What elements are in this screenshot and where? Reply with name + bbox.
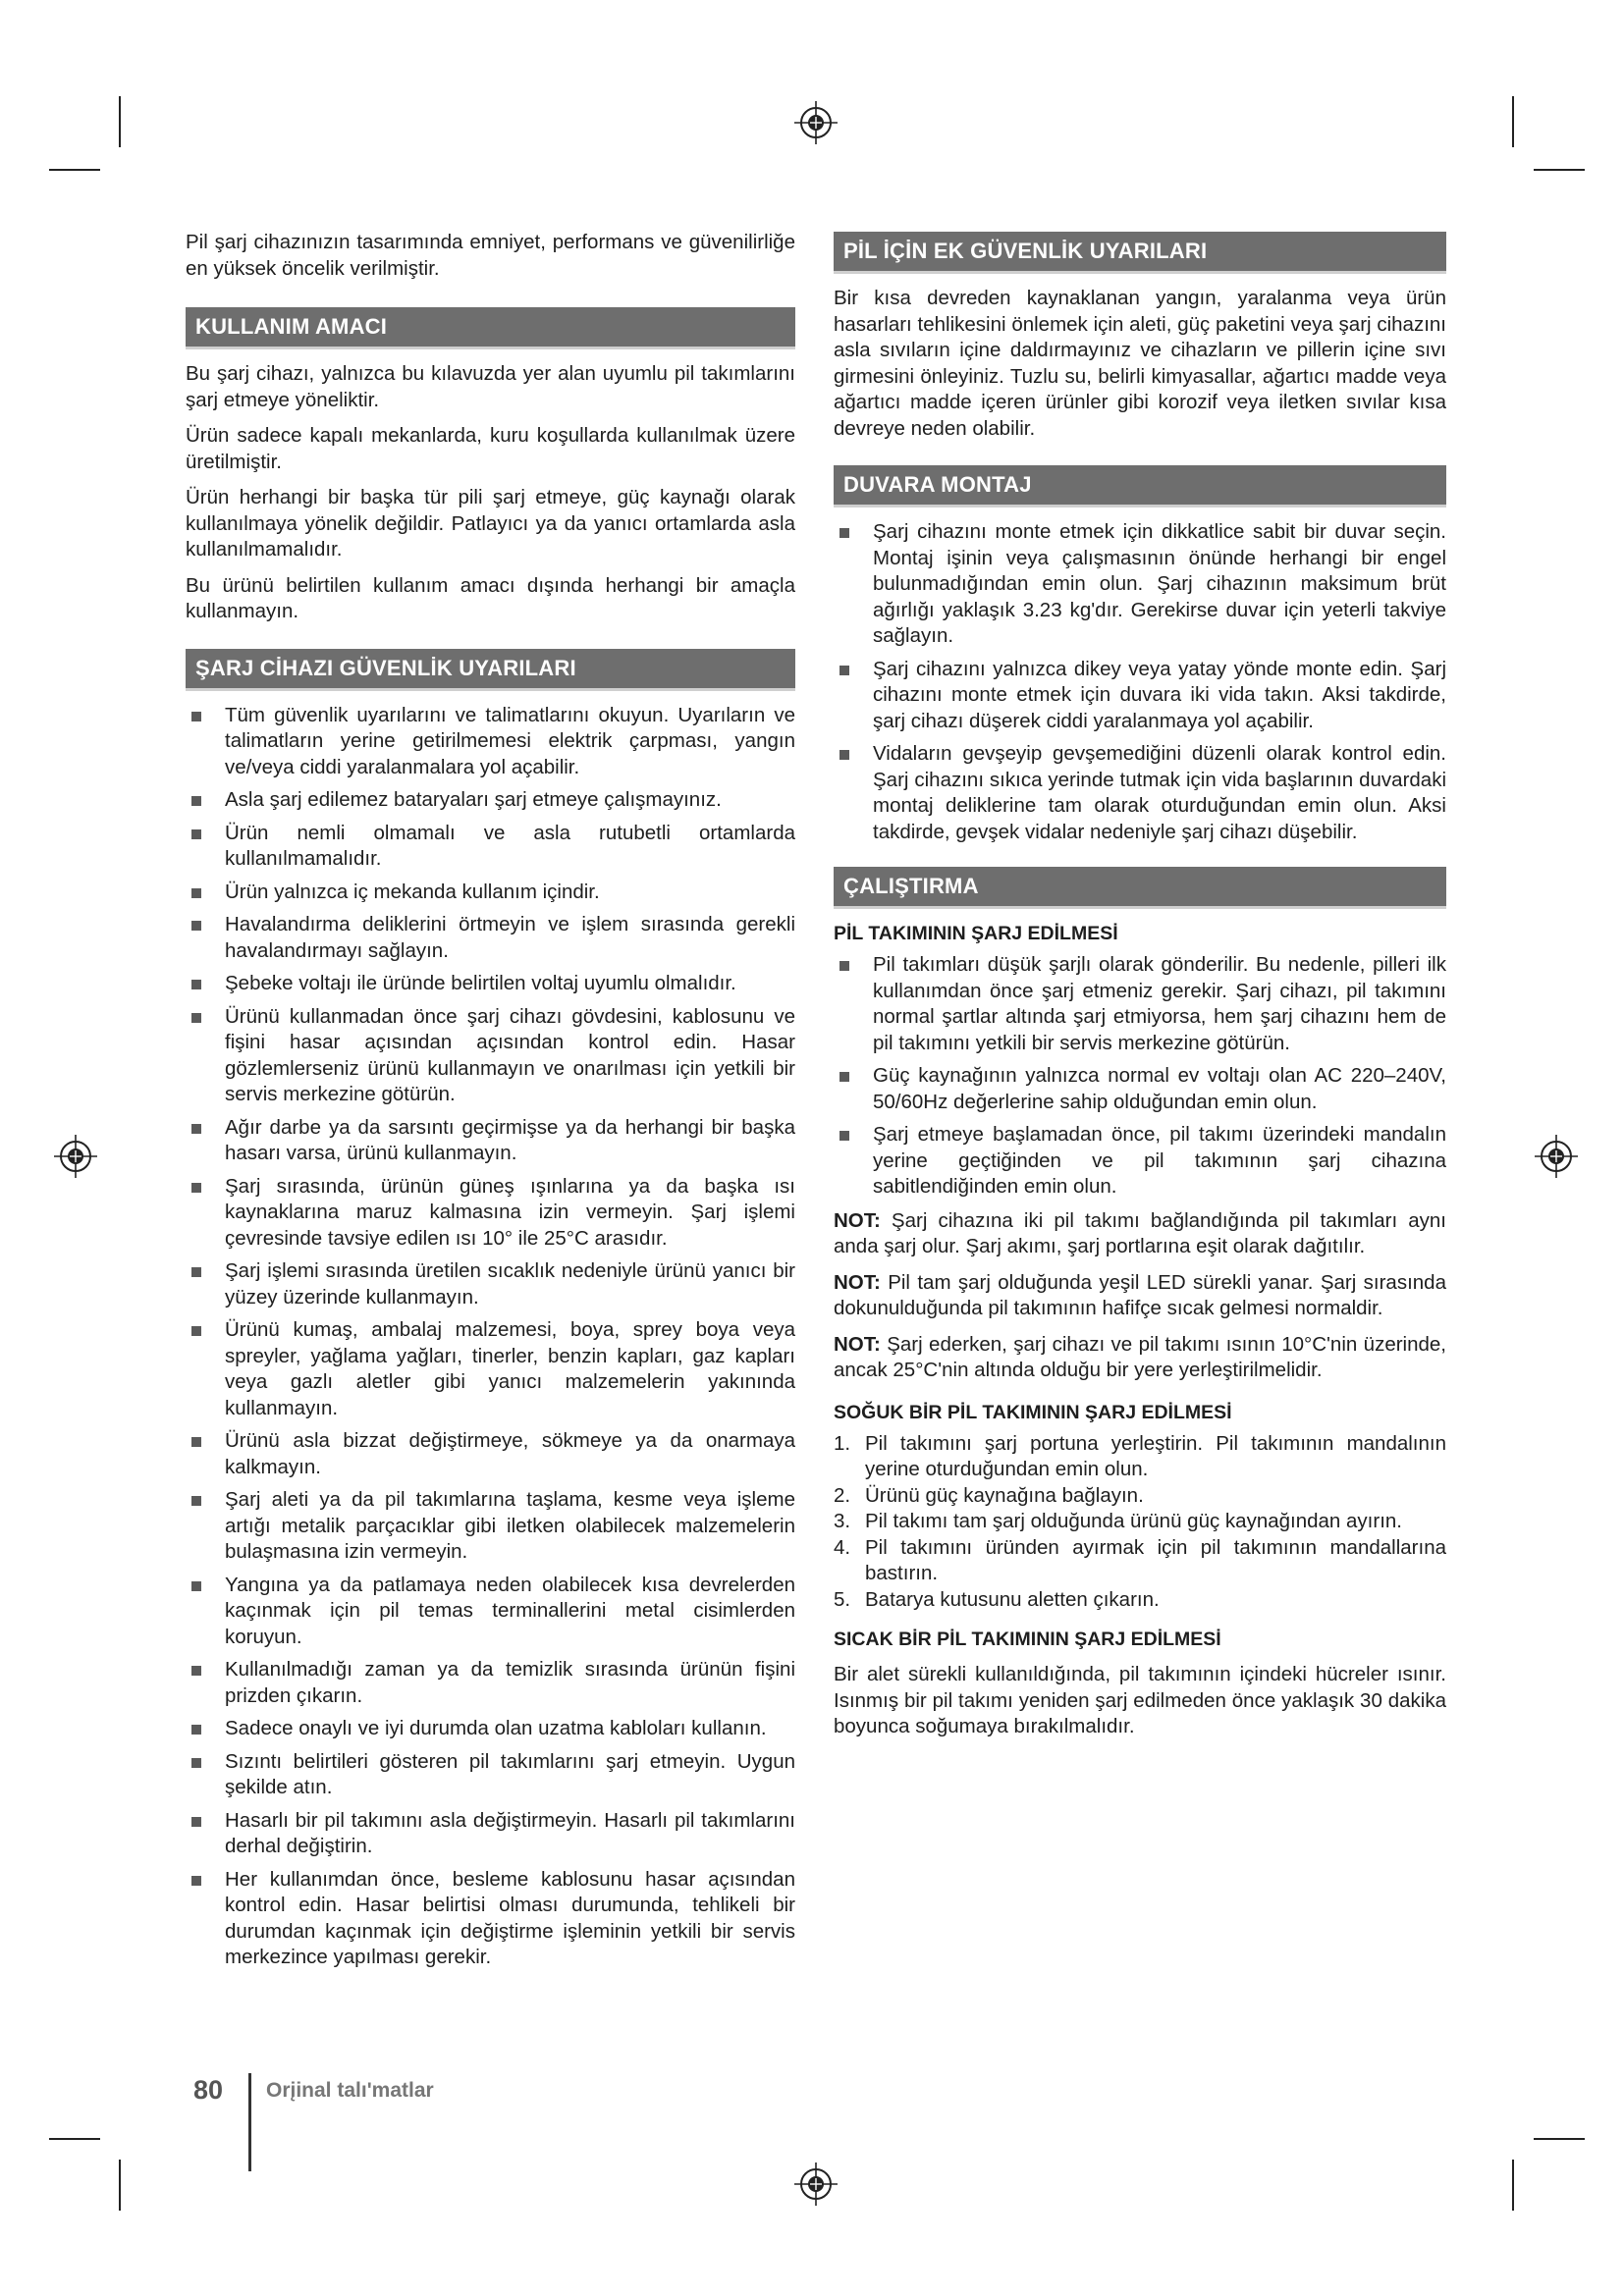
list-item: 2. Ürünü güç kaynağına bağlayın. bbox=[834, 1483, 1144, 1507]
bullet-square-icon bbox=[839, 1072, 849, 1082]
bullet-square-icon bbox=[839, 750, 849, 760]
subheading-hot-battery: SICAK BİR PİL TAKIMININ ŞARJ EDİLMESİ bbox=[834, 1629, 1221, 1650]
usage-paragraph: Ürün herhangi bir başka tür pili şarj etmeye, güç kaynağı olarak kullanılmaya yönelik değildir. Patlayıcı ya da yanıcı ortamlarda asla kullanılmamalıdır. bbox=[186, 486, 795, 561]
list-item: Şarj sırasında, ürünün güneş ışınlarına ya da başka ısı kaynaklarına maruz kalmasına izin vermeyin. Şarj işlemi çevresinde tavsiye edilen ısı 10° ile 25°C arasıdır. bbox=[186, 1174, 795, 1253]
bullet-square-icon bbox=[191, 1876, 201, 1886]
bullet-square-icon bbox=[839, 961, 849, 971]
crop-mark-top-left-h bbox=[49, 169, 100, 171]
subheading-cold-battery: SOĞUK BİR PİL TAKIMININ ŞARJ EDİLMESİ bbox=[834, 1401, 1232, 1423]
bullet-square-icon bbox=[191, 1581, 201, 1591]
list-item: Ürünü asla bizzat değiştirmeye, sökmeye ya da onarmaya kalkmayın. bbox=[186, 1428, 795, 1480]
charging-list bbox=[834, 952, 1446, 1201]
bullet-square-icon bbox=[191, 1758, 201, 1768]
crop-mark-top-left-v bbox=[119, 96, 121, 147]
list-item: Pil takımları düşük şarjlı olarak gönderilir. Bu nedenle, pilleri ilk kullanımdan önce şarj etmeniz gerekir. Şarj cihazı, pil takımını normal şartlar altında şarj etmiyorsa, hem şarj cihazını hem de pil takımını yetkili bir servis merkezine götürün. bbox=[834, 952, 1446, 1056]
list-item: Güç kaynağının yalnızca normal ev voltajı olan AC 220–240V, 50/60Hz değerlerine sahip olduğundan emin olun. bbox=[834, 1063, 1446, 1115]
bullet-square-icon bbox=[191, 1267, 201, 1277]
hot-battery-paragraph: Bir alet sürekli kullanıldığında, pil takımının içindeki hücreler ısınır. Isınmış bir pil takımı yeniden şarj edilmeden önce yaklaşık 30 dakika boyunca soğumaya bırakılmalıdır. bbox=[834, 1663, 1446, 1737]
list-item: Ürünü kumaş, ambalaj malzemesi, boya, sprey boya veya spreyler, yağlama yağları, tinerler, benzin kapları, gaz kapları veya gazlı aletler gibi yanıcı malzemelerin yakınında kullanmayın. bbox=[186, 1317, 795, 1421]
bullet-square-icon bbox=[191, 888, 201, 898]
bullet-square-icon bbox=[191, 829, 201, 839]
list-item: Kullanılmadığı zaman ya da temizlik sırasında ürünün fişini prizden çıkarın. bbox=[186, 1657, 795, 1709]
list-item: Ürünü kullanmadan önce şarj cihazı gövdesini, kablosunu ve fişini hasar açısından açısından kontrol edin. Hasar gözlemlerseniz ürünü kullanmayın ve onarılması için yetkili bir servis merkezine götürün. bbox=[186, 1004, 795, 1108]
note-paragraph: NOT: Şarj ederken, şarj cihazı ve pil takımı ısının 10°C'nin üzerinde, ancak 25°C'nin altında olduğu bir yere yerleştirilmelidir. bbox=[834, 1332, 1446, 1381]
crop-mark-bottom-left-h bbox=[49, 2138, 100, 2140]
note-paragraph: NOT: Şarj cihazına iki pil takımı bağlandığında pil takımları aynı anda şarj olur. Şarj akımı, şarj portlarına eşit olarak dağıtılır. bbox=[834, 1208, 1446, 1257]
crop-mark-top-right-v bbox=[1512, 96, 1514, 147]
bullet-square-icon bbox=[191, 921, 201, 931]
list-item: Sadece onaylı ve iyi durumda olan uzatma kabloları kullanın. bbox=[186, 1716, 795, 1742]
list-item: Şarj cihazını yalnızca dikey veya yatay yönde monte edin. Şarj cihazını monte etmek için duvara iki vida takın. Aksi takdirde, şarj cihazı düşerek ciddi yaralanmaya yol açabilir. bbox=[834, 657, 1446, 735]
list-item: 5. Batarya kutusunu aletten çıkarın. bbox=[834, 1587, 1160, 1611]
bullet-square-icon bbox=[191, 1817, 201, 1827]
list-item: Tüm güvenlik uyarılarını ve talimatlarını okuyun. Uyarıların ve talimatların yerine getirilmemesi elektrik çarpması, yangın ve/veya ciddi yaralanmalara yol açabilir. bbox=[186, 703, 795, 781]
wall-mount-list bbox=[834, 519, 1446, 845]
crop-mark-bottom-right-v bbox=[1512, 2160, 1514, 2211]
bullet-square-icon bbox=[839, 528, 849, 538]
crop-mark-bottom-right-h bbox=[1534, 2138, 1585, 2140]
section-heading-usage: KULLANIM AMACI bbox=[186, 307, 795, 349]
list-item: Sızıntı belirtileri gösteren pil takımlarını şarj etmeyin. Uygun şekilde atın. bbox=[186, 1749, 795, 1801]
bullet-square-icon bbox=[839, 666, 849, 675]
list-item: Şarj cihazını monte etmek için dikkatlice sabit bir duvar seçin. Montaj işinin veya çalışmasının önünde herhangi bir engel bulunmadığından emin olun. Şarj cihazının maksimum brüt ağırlığı yaklaşık 3.23 kg'dır. Gerekirse duvar için yeterli takviye sağlayın. bbox=[834, 519, 1446, 650]
footer-divider bbox=[248, 2073, 251, 2171]
usage-paragraph: Ürün sadece kapalı mekanlarda, kuru koşullarda kullanılmak üzere üretilmiştir. bbox=[186, 424, 795, 473]
list-item: Her kullanımdan önce, besleme kablosunu hasar açısından kontrol edin. Hasar belirtisi olması durumunda, tehlikeli bir durumdan kaçınmak için değiştirme işleminin yetkili bir servis merkezince yapılması gerekir. bbox=[186, 1867, 795, 1971]
list-item: 1. Pil takımını şarj portuna yerleştirin. Pil takımının mandalının yerine oturduğundan emin olun. bbox=[834, 1431, 1446, 1480]
list-item: Ürün yalnızca iç mekanda kullanım içindir. bbox=[186, 880, 795, 906]
usage-paragraph: Bu ürünü belirtilen kullanım amacı dışında herhangi bir amaçla kullanmayın. bbox=[186, 573, 795, 622]
section-heading-battery-extra-safety: PİL İÇİN EK GÜVENLİK UYARILARI bbox=[834, 232, 1446, 274]
list-item: Ürün nemli olmamalı ve asla rutubetli ortamlarda kullanılmamalıdır. bbox=[186, 821, 795, 873]
bullet-square-icon bbox=[191, 796, 201, 806]
bullet-square-icon bbox=[191, 1326, 201, 1336]
list-item: 3. Pil takımı tam şarj olduğunda ürünü güç kaynağından ayırın. bbox=[834, 1510, 1402, 1532]
section-heading-charger-safety: ŞARJ CİHAZI GÜVENLİK UYARILARI bbox=[186, 649, 795, 691]
bullet-square-icon bbox=[191, 1183, 201, 1193]
list-item: Asla şarj edilemez bataryaları şarj etmeye çalışmayınız. bbox=[186, 787, 795, 814]
list-item: Ağır darbe ya da sarsıntı geçirmişse ya da herhangi bir başka hasarı varsa, ürünü kullanmayın. bbox=[186, 1115, 795, 1167]
usage-paragraph: Bu şarj cihazı, yalnızca bu kılavuzda yer alan uyumlu pil takımlarını şarj etmeye yöneliktir. bbox=[186, 362, 795, 411]
subheading-battery-charging: PİL TAKIMININ ŞARJ EDİLMESİ bbox=[834, 923, 1118, 944]
registration-mark-icon bbox=[1534, 1134, 1579, 1179]
bullet-square-icon bbox=[191, 1013, 201, 1023]
list-item: 4. Pil takımını üründen ayırmak için pil takımının mandallarına bastırın. bbox=[834, 1535, 1446, 1584]
crop-mark-top-right-h bbox=[1534, 169, 1585, 171]
list-item: Şarj aleti ya da pil takımlarına taşlama, kesme veya işleme artığı metalik parçacıklar gibi iletken olabilecek malzemelerin bulaşmasına izin vermeyin. bbox=[186, 1487, 795, 1566]
section-heading-wall-mount: DUVARA MONTAJ bbox=[834, 465, 1446, 507]
bullet-square-icon bbox=[191, 1437, 201, 1447]
left-column bbox=[186, 230, 795, 1985]
right-column bbox=[834, 232, 1446, 1750]
bullet-square-icon bbox=[191, 1124, 201, 1134]
cold-battery-steps bbox=[834, 1431, 1446, 1614]
extra-safety-paragraph: Bir kısa devreden kaynaklanan yangın, yaralanma veya ürün hasarları tehlikesini önlemek için aleti, güç paketini veya şarj cihazını asla sıvıların içine daldırmayınız ve cihazların ve pillerin içine sıvı girmesini önleyiniz. Tuzlu su, belirli kimyasallar, ağartıcı madde veya ağartıcı madde içeren ürünler gibi korozif veya iletken sıvılar kısa devreye neden olabilir. bbox=[834, 287, 1446, 440]
list-item: Şarj işlemi sırasında üretilen sıcaklık nedeniyle ürünü yanıcı bir yüzey üzerinde kullanmayın. bbox=[186, 1258, 795, 1310]
section-heading-operation: ÇALIŞTIRMA bbox=[834, 867, 1446, 909]
list-item: Vidaların gevşeyip gevşemediğini düzenli olarak kontrol edin. Şarj cihazını sıkıca yerinde tutmak için vida başlarının duvardaki montaj deliklerine tam olarak oturduğundan emin olun. Aksi takdirde, gevşek vidalar nedeniyle şarj cihazı düşebilir. bbox=[834, 741, 1446, 845]
list-item: Yangına ya da patlamaya neden olabilecek kısa devrelerden kaçınmak için pil temas terminallerini metal cisimlerden koruyun. bbox=[186, 1573, 795, 1651]
bullet-square-icon bbox=[191, 712, 201, 721]
charger-safety-list bbox=[186, 703, 795, 1971]
list-item: Hasarlı bir pil takımını asla değiştirmeyin. Hasarlı pil takımlarını derhal değiştirin. bbox=[186, 1808, 795, 1860]
bullet-square-icon bbox=[191, 1725, 201, 1735]
footer-title: Orįinal talı'matlar bbox=[266, 2079, 434, 2102]
crop-mark-bottom-left-v bbox=[119, 2160, 121, 2211]
registration-mark-icon bbox=[793, 2162, 839, 2207]
page-number: 80 bbox=[193, 2075, 224, 2105]
list-item: Şebeke voltajı ile üründe belirtilen voltaj uyumlu olmalıdır. bbox=[186, 971, 795, 997]
list-item: Şarj etmeye başlamadan önce, pil takımı üzerindeki mandalın yerine geçtiğinden ve pil takımının şarj cihazına sabitlendiğinden emin olun. bbox=[834, 1122, 1446, 1201]
note-paragraph: NOT: Pil tam şarj olduğunda yeşil LED sürekli yanar. Şarj sırasında dokunulduğunda pil takımının hafifçe sıcak gelmesi normaldir. bbox=[834, 1270, 1446, 1319]
registration-mark-icon bbox=[793, 100, 839, 145]
bullet-square-icon bbox=[191, 980, 201, 989]
bullet-square-icon bbox=[191, 1666, 201, 1676]
registration-mark-icon bbox=[53, 1134, 98, 1179]
bullet-square-icon bbox=[191, 1496, 201, 1506]
list-item: Havalandırma deliklerini örtmeyin ve işlem sırasında gerekli havalandırmayı sağlayın. bbox=[186, 912, 795, 964]
bullet-square-icon bbox=[839, 1131, 849, 1141]
intro-paragraph: Pil şarj cihazınızın tasarımında emniyet, performans ve güvenilirliğe en yüksek öncelik verilmiştir. bbox=[186, 231, 795, 280]
